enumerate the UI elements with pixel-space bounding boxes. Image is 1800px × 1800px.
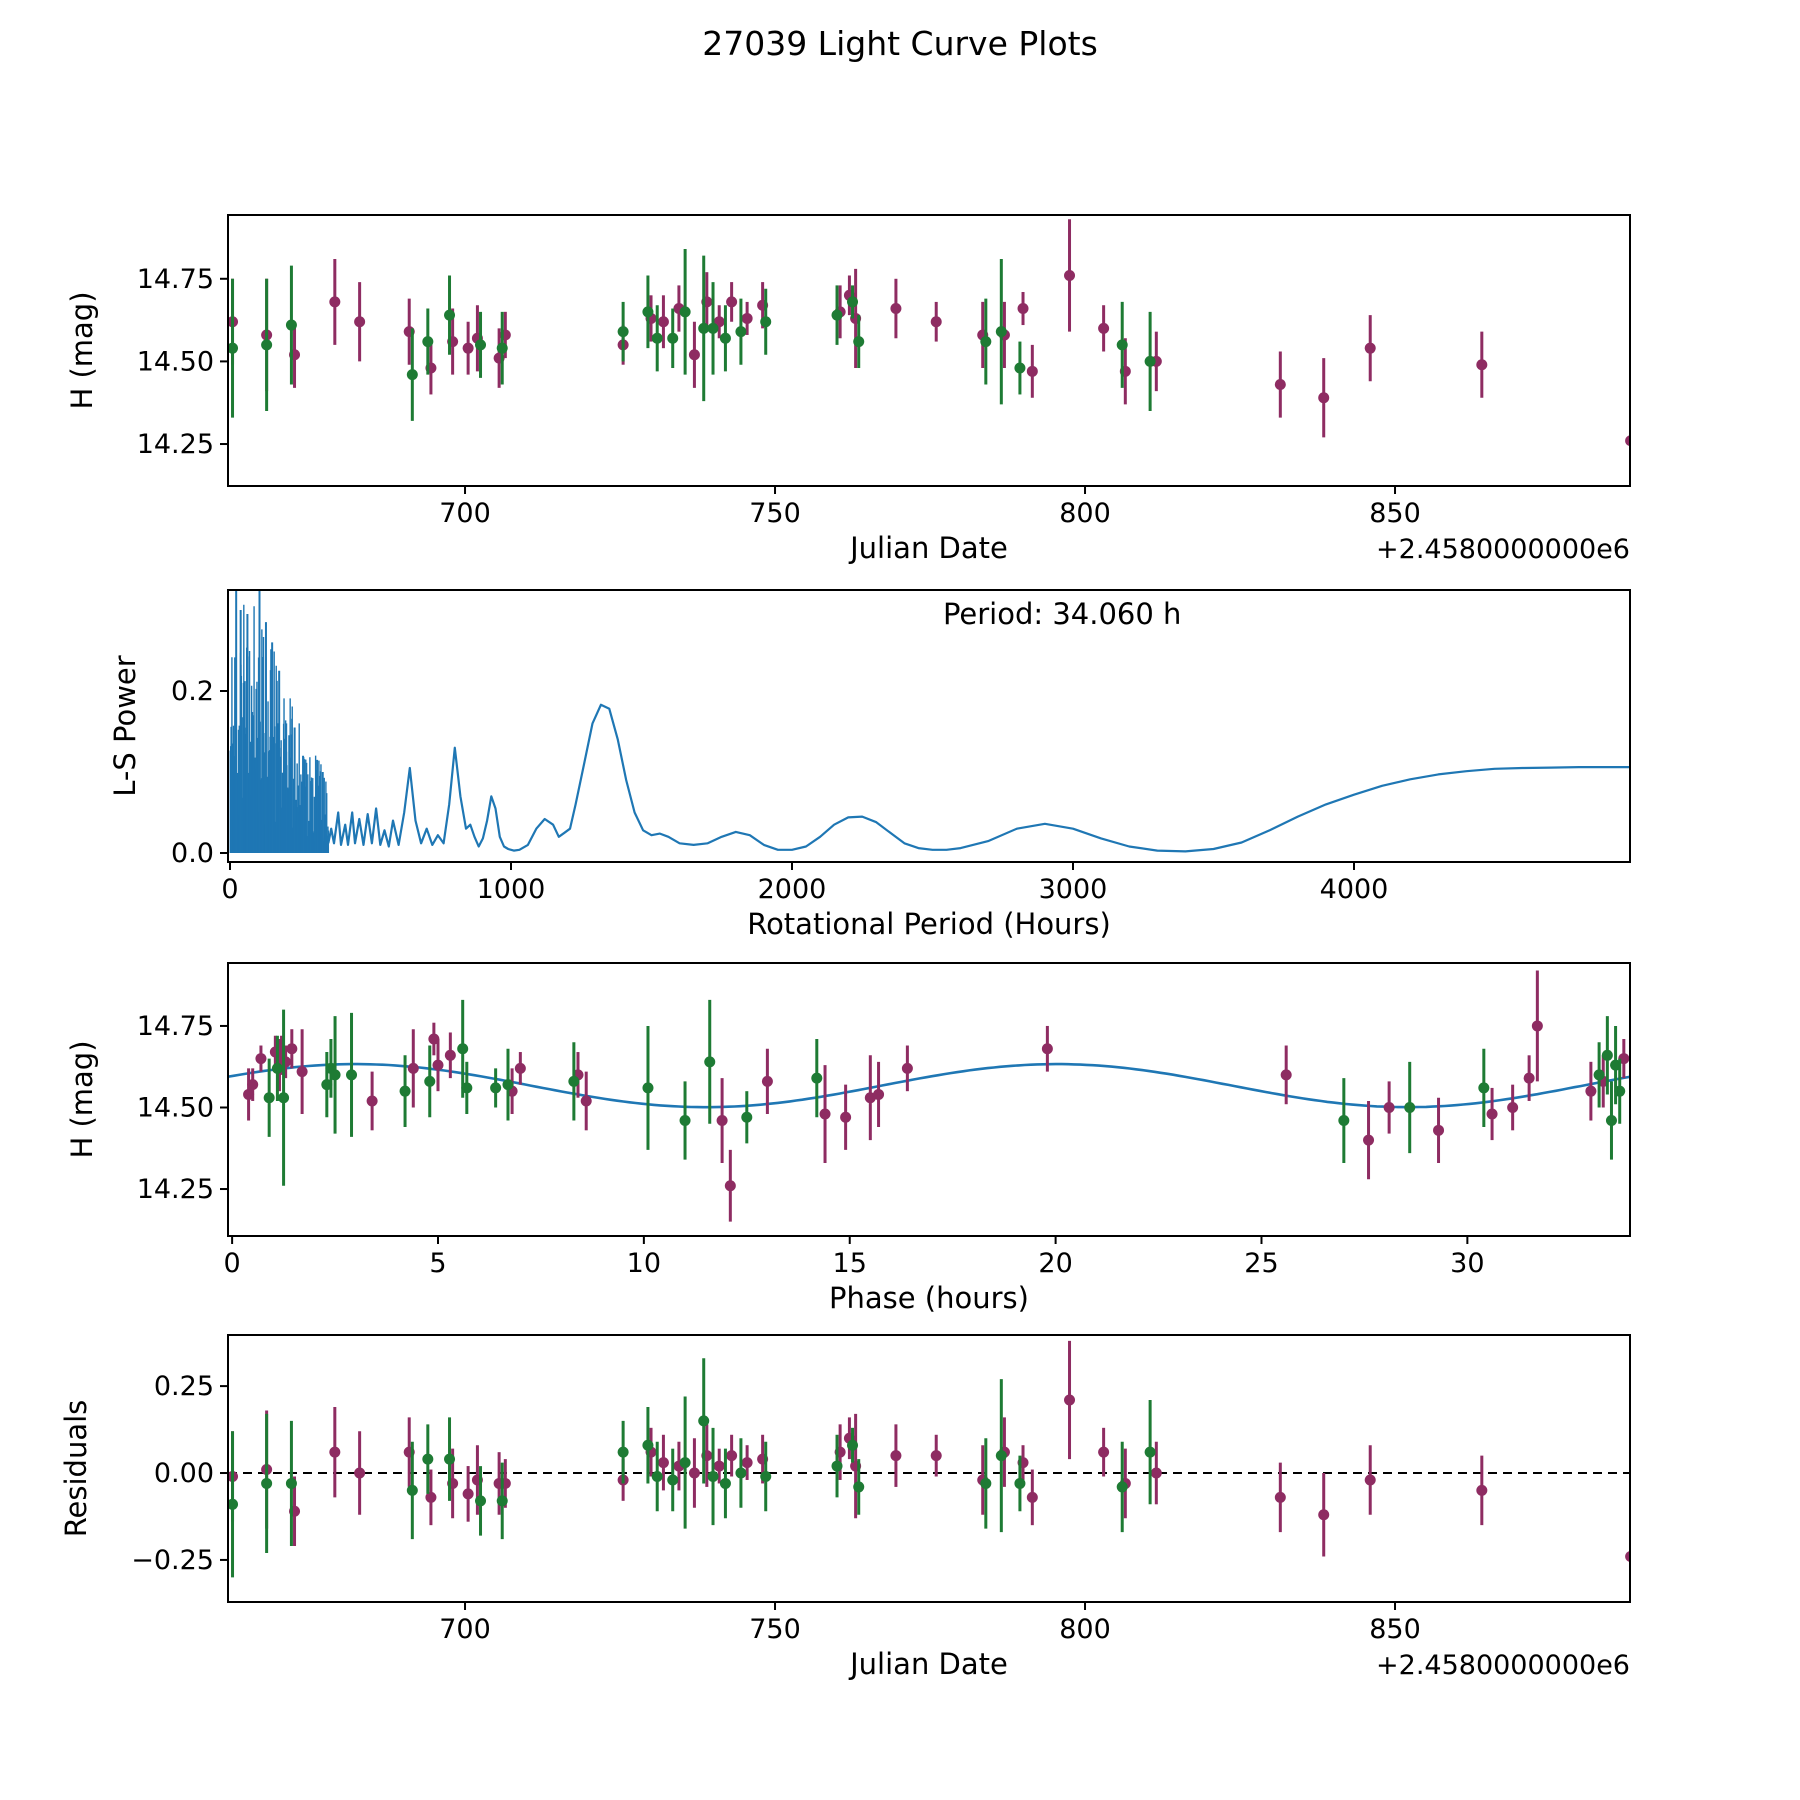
data-point [1018, 303, 1029, 314]
data-point [667, 1474, 678, 1485]
data-point [422, 1454, 433, 1465]
data-point [720, 1478, 731, 1489]
data-point [422, 336, 433, 347]
y-axis-label: H (mag) [65, 1040, 99, 1159]
plot-area-phase-lightcurve [228, 971, 1630, 1222]
data-point [407, 369, 418, 380]
series-observations-set-1 [227, 1341, 1636, 1595]
data-point [742, 1457, 753, 1468]
axes-spines [228, 215, 1630, 486]
data-point [457, 1043, 468, 1054]
data-point [980, 336, 991, 347]
x-tick-label: 750 [749, 498, 801, 529]
data-point [1027, 366, 1038, 377]
data-point [1524, 1073, 1535, 1084]
data-point [329, 296, 340, 307]
data-point [1064, 1395, 1075, 1406]
data-point [444, 310, 455, 321]
data-point [726, 296, 737, 307]
data-point [255, 1053, 266, 1064]
data-point [735, 326, 746, 337]
data-point [847, 296, 858, 307]
data-point [996, 1450, 1007, 1461]
data-point [261, 1478, 272, 1489]
data-point [980, 1478, 991, 1489]
y-tick-label: 0.2 [171, 676, 214, 708]
axes-spines [228, 1335, 1630, 1602]
data-point [1476, 359, 1487, 370]
y-tick-label: 14.75 [136, 263, 214, 295]
data-point [424, 1076, 435, 1087]
data-point [725, 1180, 736, 1191]
periodogram-noise-spikes [230, 529, 328, 853]
data-point [704, 1056, 715, 1067]
data-point [853, 336, 864, 347]
plot-area-residuals [227, 1341, 1636, 1595]
data-point [497, 343, 508, 354]
data-point [1281, 1069, 1292, 1080]
data-point [463, 343, 474, 354]
data-point [1532, 1020, 1543, 1031]
y-tick-label: 14.50 [136, 1092, 214, 1124]
data-point [652, 333, 663, 344]
data-point [680, 1115, 691, 1126]
data-point [475, 339, 486, 350]
data-point [996, 326, 1007, 337]
x-tick-label: 25 [1244, 1248, 1279, 1279]
data-point [717, 1115, 728, 1126]
data-point [261, 339, 272, 350]
data-point [708, 1471, 719, 1482]
y-tick-label: 14.25 [136, 1174, 214, 1206]
data-point [330, 1069, 341, 1080]
data-point [1275, 1492, 1286, 1503]
data-point [497, 1495, 508, 1506]
x-tick-label: 2000 [757, 874, 827, 905]
data-point [618, 326, 629, 337]
data-point [1014, 363, 1025, 374]
x-tick-label: 750 [749, 1614, 801, 1645]
x-tick-label: 800 [1059, 1614, 1111, 1645]
data-point [1433, 1125, 1444, 1136]
data-point [652, 1471, 663, 1482]
y-tick-label: 0.00 [153, 1458, 214, 1490]
data-point [762, 1076, 773, 1087]
periodogram-curve [328, 705, 1635, 852]
data-point [735, 1468, 746, 1479]
data-point [354, 1468, 365, 1479]
data-point [680, 306, 691, 317]
data-point [832, 1461, 843, 1472]
data-point [1042, 1043, 1053, 1054]
data-point [1606, 1115, 1617, 1126]
data-point [432, 1060, 443, 1071]
data-point [873, 1089, 884, 1100]
y-tick-label: 14.25 [136, 429, 214, 461]
y-axis-label: H (mag) [65, 291, 99, 410]
axes-residuals [59, 1335, 1636, 1681]
data-point [1487, 1109, 1498, 1120]
x-tick-label: 0 [223, 1248, 241, 1279]
x-tick-label: 30 [1450, 1248, 1485, 1279]
data-point [490, 1082, 501, 1093]
data-point [1404, 1102, 1415, 1113]
data-point [658, 316, 669, 327]
x-tick-label: 850 [1369, 498, 1421, 529]
figure-title: 27039 Light Curve Plots [702, 24, 1098, 63]
x-tick-label: 1000 [476, 874, 546, 905]
data-point [568, 1076, 579, 1087]
data-point [1365, 343, 1376, 354]
data-point [461, 1082, 472, 1093]
data-point [680, 1457, 691, 1468]
x-tick-label: 3000 [1038, 874, 1108, 905]
data-point [890, 1450, 901, 1461]
data-point [1585, 1086, 1596, 1097]
series-observations-set-2 [264, 1000, 1626, 1186]
data-point [329, 1447, 340, 1458]
x-tick-label: 4000 [1319, 874, 1389, 905]
data-point [1363, 1135, 1374, 1146]
data-point [720, 333, 731, 344]
data-point [1027, 1492, 1038, 1503]
data-point [708, 323, 719, 334]
data-point [286, 1478, 297, 1489]
data-point [354, 316, 365, 327]
data-point [1145, 1447, 1156, 1458]
y-tick-label: 14.50 [136, 346, 214, 378]
series-observations-set-2 [227, 1358, 1156, 1577]
data-point [931, 316, 942, 327]
data-point [642, 1440, 653, 1451]
y-axis-label: Residuals [59, 1399, 93, 1538]
x-tick-label: 850 [1369, 1614, 1421, 1645]
data-point [408, 1063, 419, 1074]
data-point [475, 1495, 486, 1506]
axes-spines [228, 590, 1630, 862]
y-tick-label: 0.25 [153, 1371, 214, 1403]
data-point [1365, 1474, 1376, 1485]
data-point [1014, 1478, 1025, 1489]
data-point [272, 1063, 283, 1074]
x-tick-label: 5 [429, 1248, 447, 1279]
data-point [1151, 1468, 1162, 1479]
data-point [726, 1450, 737, 1461]
data-point [264, 1092, 275, 1103]
plot-area-jd-lightcurve [227, 219, 1636, 477]
data-point [840, 1112, 851, 1123]
data-point [444, 1454, 455, 1465]
y-tick-label: −0.25 [131, 1544, 214, 1576]
data-point [741, 1112, 752, 1123]
data-point [1594, 1069, 1605, 1080]
x-tick-label: 15 [832, 1248, 867, 1279]
x-tick-label: 20 [1038, 1248, 1073, 1279]
data-point [286, 1043, 297, 1054]
y-axis-label: L-S Power [108, 655, 142, 797]
axes-periodogram [108, 529, 1635, 941]
x-tick-label: 700 [439, 498, 491, 529]
data-point [346, 1069, 357, 1080]
data-point [278, 1092, 289, 1103]
data-point [297, 1066, 308, 1077]
axes-phase-lightcurve [65, 963, 1630, 1315]
data-point [1384, 1102, 1395, 1113]
data-point [463, 1488, 474, 1499]
data-point [1098, 323, 1109, 334]
data-point [902, 1063, 913, 1074]
data-point [853, 1481, 864, 1492]
x-tick-label: 0 [221, 874, 239, 905]
data-point [445, 1050, 456, 1061]
series-observations-set-2 [227, 249, 1156, 421]
data-point [689, 349, 700, 360]
data-point [832, 310, 843, 321]
data-point [1602, 1050, 1613, 1061]
data-point [1478, 1082, 1489, 1093]
data-point [811, 1073, 822, 1084]
data-point [667, 333, 678, 344]
x-axis-offset-text: +2.4580000000e6 [1376, 534, 1630, 565]
data-point [820, 1109, 831, 1120]
y-tick-label: 0.0 [171, 838, 214, 870]
data-point [581, 1095, 592, 1106]
data-point [714, 1461, 725, 1472]
x-axis-label: Julian Date [850, 1647, 1008, 1681]
data-point [847, 1440, 858, 1451]
data-point [400, 1086, 411, 1097]
data-point [1476, 1485, 1487, 1496]
data-point [698, 1415, 709, 1426]
series-observations-set-1 [227, 219, 1636, 477]
data-point [1318, 1509, 1329, 1520]
plot-area-periodogram [230, 529, 1635, 853]
data-point [1064, 270, 1075, 281]
x-tick-label: 800 [1059, 498, 1111, 529]
data-point [1507, 1102, 1518, 1113]
data-point [1117, 339, 1128, 350]
data-point [1098, 1447, 1109, 1458]
axes-jd-lightcurve [65, 215, 1636, 565]
data-point [286, 320, 297, 331]
data-point [689, 1468, 700, 1479]
y-tick-label: 14.75 [136, 1010, 214, 1042]
data-point [247, 1079, 258, 1090]
axes-spines [228, 963, 1630, 1236]
data-point [1614, 1086, 1625, 1097]
data-point [890, 303, 901, 314]
data-point [658, 1457, 669, 1468]
data-point [367, 1095, 378, 1106]
data-point [931, 1450, 942, 1461]
series-observations-set-1 [243, 971, 1629, 1222]
x-axis-label: Phase (hours) [829, 1281, 1029, 1315]
x-axis-label: Julian Date [850, 531, 1008, 565]
x-tick-label: 10 [626, 1248, 662, 1279]
data-point [642, 306, 653, 317]
x-axis-label: Rotational Period (Hours) [747, 907, 1111, 941]
data-point [502, 1079, 513, 1090]
period-annotation: Period: 34.060 h [942, 597, 1182, 631]
data-point [1145, 356, 1156, 367]
data-point [1117, 1481, 1128, 1492]
data-point [407, 1485, 418, 1496]
data-point [1318, 392, 1329, 403]
data-point [742, 313, 753, 324]
x-tick-label: 700 [439, 1614, 491, 1645]
data-point [760, 1471, 771, 1482]
data-point [515, 1063, 526, 1074]
data-point [618, 1447, 629, 1458]
x-axis-offset-text: +2.4580000000e6 [1376, 1650, 1630, 1681]
data-point [1275, 379, 1286, 390]
data-point [642, 1082, 653, 1093]
data-point [1338, 1115, 1349, 1126]
data-point [760, 316, 771, 327]
